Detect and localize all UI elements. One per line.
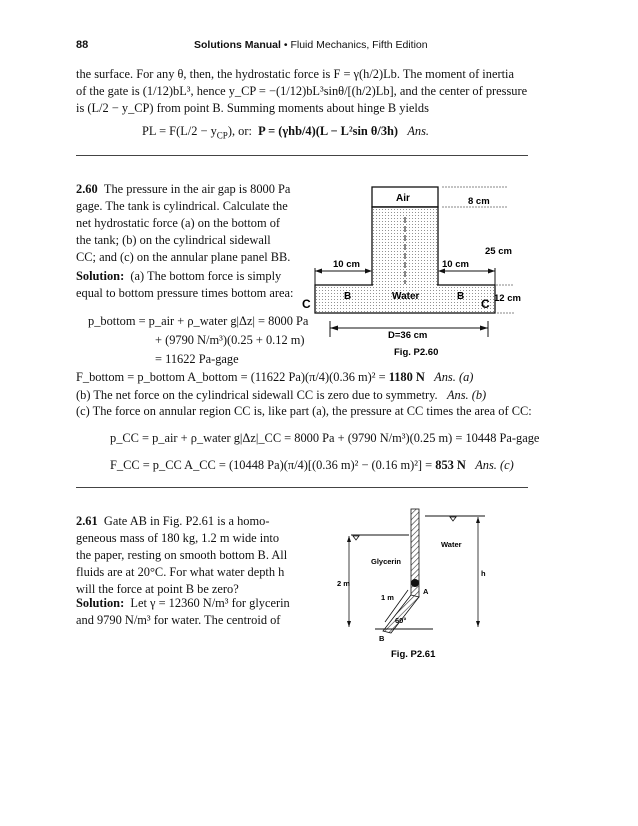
running-title bbox=[194, 39, 428, 51]
page-number: 88 bbox=[76, 39, 89, 51]
label-c-right: C bbox=[481, 297, 490, 311]
p260-eq-6-ans: Ans. (c) bbox=[475, 458, 514, 472]
p260-text-3: net hydrostatic force (a) on the bottom of bbox=[76, 216, 281, 230]
p260-part-b bbox=[76, 387, 486, 404]
figure-p2-61 bbox=[335, 505, 525, 660]
dim-d-arrow-b bbox=[480, 326, 488, 331]
dim-12cm: 12 cm bbox=[494, 293, 521, 304]
intro-paragraph bbox=[76, 66, 532, 117]
dim-1m: 1 m bbox=[381, 593, 394, 602]
p261-solution-intro bbox=[76, 595, 316, 629]
p260-eq-2: + (9790 N/m³)(0.25 + 0.12 m) bbox=[155, 333, 305, 347]
p261-text-2: geneous mass of 180 kg, 1.2 m wide into bbox=[76, 531, 280, 545]
dim-8cm: 8 cm bbox=[468, 196, 490, 207]
p261-solution-line-1 bbox=[76, 595, 316, 612]
running-title-rest: Fluid Mechanics, Fifth Edition bbox=[290, 39, 428, 51]
divider-2 bbox=[76, 487, 528, 488]
glycerin-surface-marker bbox=[353, 536, 359, 540]
tube-joint-cover bbox=[373, 284, 437, 287]
dim-10cm-left: 10 cm bbox=[333, 259, 360, 270]
dim-10cm-left-arrow-a bbox=[315, 269, 322, 274]
fig-p2-60-caption: Fig. P2.60 bbox=[394, 347, 439, 358]
dim-2m: 2 m bbox=[337, 579, 350, 588]
p261-text-1: Gate AB in Fig. P2.61 is a homo- bbox=[103, 514, 270, 528]
fig-p2-61-caption: Fig. P2.61 bbox=[391, 649, 436, 660]
label-c-left: C bbox=[302, 297, 311, 311]
p261-text-5: will the force at point B be zero? bbox=[76, 582, 239, 596]
label-b-left: B bbox=[344, 291, 352, 302]
dim-2m-arrow-b bbox=[347, 621, 351, 627]
dim-2m-arrow-a bbox=[347, 536, 351, 542]
p260-eq-5: p_CC = p_air + ρ_water g|Δz|_CC = 8000 Pa + (9790 N/m³)(0.25 m) = 10448 Pa-gage bbox=[110, 431, 540, 445]
p260-solution-text-2: equal to bottom pressure times bottom area: bbox=[76, 286, 294, 300]
p260-number: 2.60 bbox=[76, 182, 98, 196]
intro-equation bbox=[142, 124, 429, 140]
p260-eq-3: = 11622 Pa-gage bbox=[155, 352, 239, 366]
p260-eq-6-result: 853 N bbox=[435, 458, 466, 472]
label-water: Water bbox=[392, 291, 420, 302]
hinge-a bbox=[411, 579, 419, 587]
p261-number: 2.61 bbox=[76, 514, 98, 528]
dim-d: D=36 cm bbox=[388, 330, 428, 341]
running-title-bullet: • bbox=[283, 39, 288, 51]
p261-solution-text-1: Let γ = 12360 N/m³ for glycerin bbox=[130, 596, 290, 610]
label-b-right: B bbox=[457, 291, 465, 302]
p260-eq-1: p_bottom = p_air + ρ_water g|Δz| = 8000 Pa bbox=[88, 314, 309, 328]
p260-part-b-text: (b) The net force on the cylindrical sidewall CC is zero due to symmetry. bbox=[76, 388, 438, 402]
dim-d-arrow-a bbox=[330, 326, 338, 331]
page-header bbox=[76, 39, 528, 53]
p260-line-1 bbox=[76, 181, 306, 198]
running-title-bold: Solutions Manual bbox=[194, 39, 281, 51]
p260-eq-4-result: 1180 N bbox=[388, 370, 425, 384]
label-glycerin: Glycerin bbox=[371, 557, 402, 566]
p260-solution-intro bbox=[76, 268, 316, 302]
p260-eq-4-left: F_bottom = p_bottom A_bottom = (11622 Pa)(π/4)(0.36 m)² = bbox=[76, 370, 389, 384]
p260-solution-label: Solution: bbox=[76, 269, 125, 283]
p261-solution-label: Solution: bbox=[76, 596, 125, 610]
p261-text-4: fluids are at 20°C. For what water depth h bbox=[76, 565, 285, 579]
intro-eq-right: P = (γhb/4)(L − L²sin θ/3h) bbox=[258, 124, 399, 138]
intro-eq-left: PL = F(L/2 − y bbox=[142, 124, 217, 138]
dim-10cm-right-arrow-b bbox=[488, 269, 495, 274]
p260-eq-6 bbox=[110, 458, 514, 473]
p260-text-4: the tank; (b) on the cylindrical sidewall bbox=[76, 233, 271, 247]
water-surface-marker bbox=[450, 517, 456, 521]
intro-eq-left-sub: CP bbox=[216, 130, 228, 141]
p261-text-3: the paper, resting on smooth bottom B. All bbox=[76, 548, 288, 562]
divider-1 bbox=[76, 155, 528, 156]
p260-text-5: CC; and (c) on the annular plane panel BB. bbox=[76, 250, 291, 264]
angle-60: 60° bbox=[395, 616, 407, 625]
dim-25cm: 25 cm bbox=[485, 246, 512, 257]
intro-line-1: the surface. For any θ, then, the hydrostatic force is F = γ(h/2)Lb. The moment of inertia bbox=[76, 67, 514, 81]
label-water-261: Water bbox=[441, 540, 462, 549]
p260-solution-text-1: (a) The bottom force is simply bbox=[130, 269, 282, 283]
label-b: B bbox=[379, 634, 385, 643]
p260-part-c: (c) The force on annular region CC is, like part (a), the pressure at CC times the area of CC: bbox=[76, 404, 532, 418]
intro-line-3: is (L/2 − y_CP) from point B. Summing moments about hinge B yields bbox=[76, 101, 429, 115]
p260-eq-6-left: F_CC = p_CC A_CC = (10448 Pa)(π/4)[(0.36 m)² − (0.16 m)²] = bbox=[110, 458, 436, 472]
problem-2-61-statement bbox=[76, 513, 316, 598]
dim-10cm-left-arrow-b bbox=[365, 269, 372, 274]
p260-text-1: The pressure in the air gap is 8000 Pa bbox=[103, 182, 291, 196]
p261-solution-text-2: and 9790 N/m³ for water. The centroid of bbox=[76, 613, 281, 627]
label-a: A bbox=[423, 587, 429, 596]
p260-eq-4 bbox=[76, 370, 473, 385]
intro-eq-left-end: ), or: bbox=[227, 124, 252, 138]
dim-10cm-right: 10 cm bbox=[442, 259, 469, 270]
figure-p2-60 bbox=[300, 175, 530, 370]
intro-line-2: of the gate is (1/12)bL³, hence y_CP = −(1/12)bL³sinθ/[(h/2)Lb], and the center of pressure bbox=[76, 84, 528, 98]
label-air: Air bbox=[396, 193, 410, 204]
p260-solution-line-1 bbox=[76, 268, 316, 285]
problem-2-60-statement bbox=[76, 181, 306, 266]
p260-text-2: gage. The tank is cylindrical. Calculate the bbox=[76, 199, 288, 213]
p261-line-1 bbox=[76, 513, 316, 530]
label-h: h bbox=[481, 569, 486, 578]
dim-h-arrow-b bbox=[476, 621, 480, 627]
intro-eq-ans: Ans. bbox=[407, 124, 430, 138]
dim-h-arrow-a bbox=[476, 517, 480, 523]
p260-eq-4-ans: Ans. (a) bbox=[434, 370, 474, 384]
p260-part-b-ans: Ans. (b) bbox=[446, 388, 487, 402]
